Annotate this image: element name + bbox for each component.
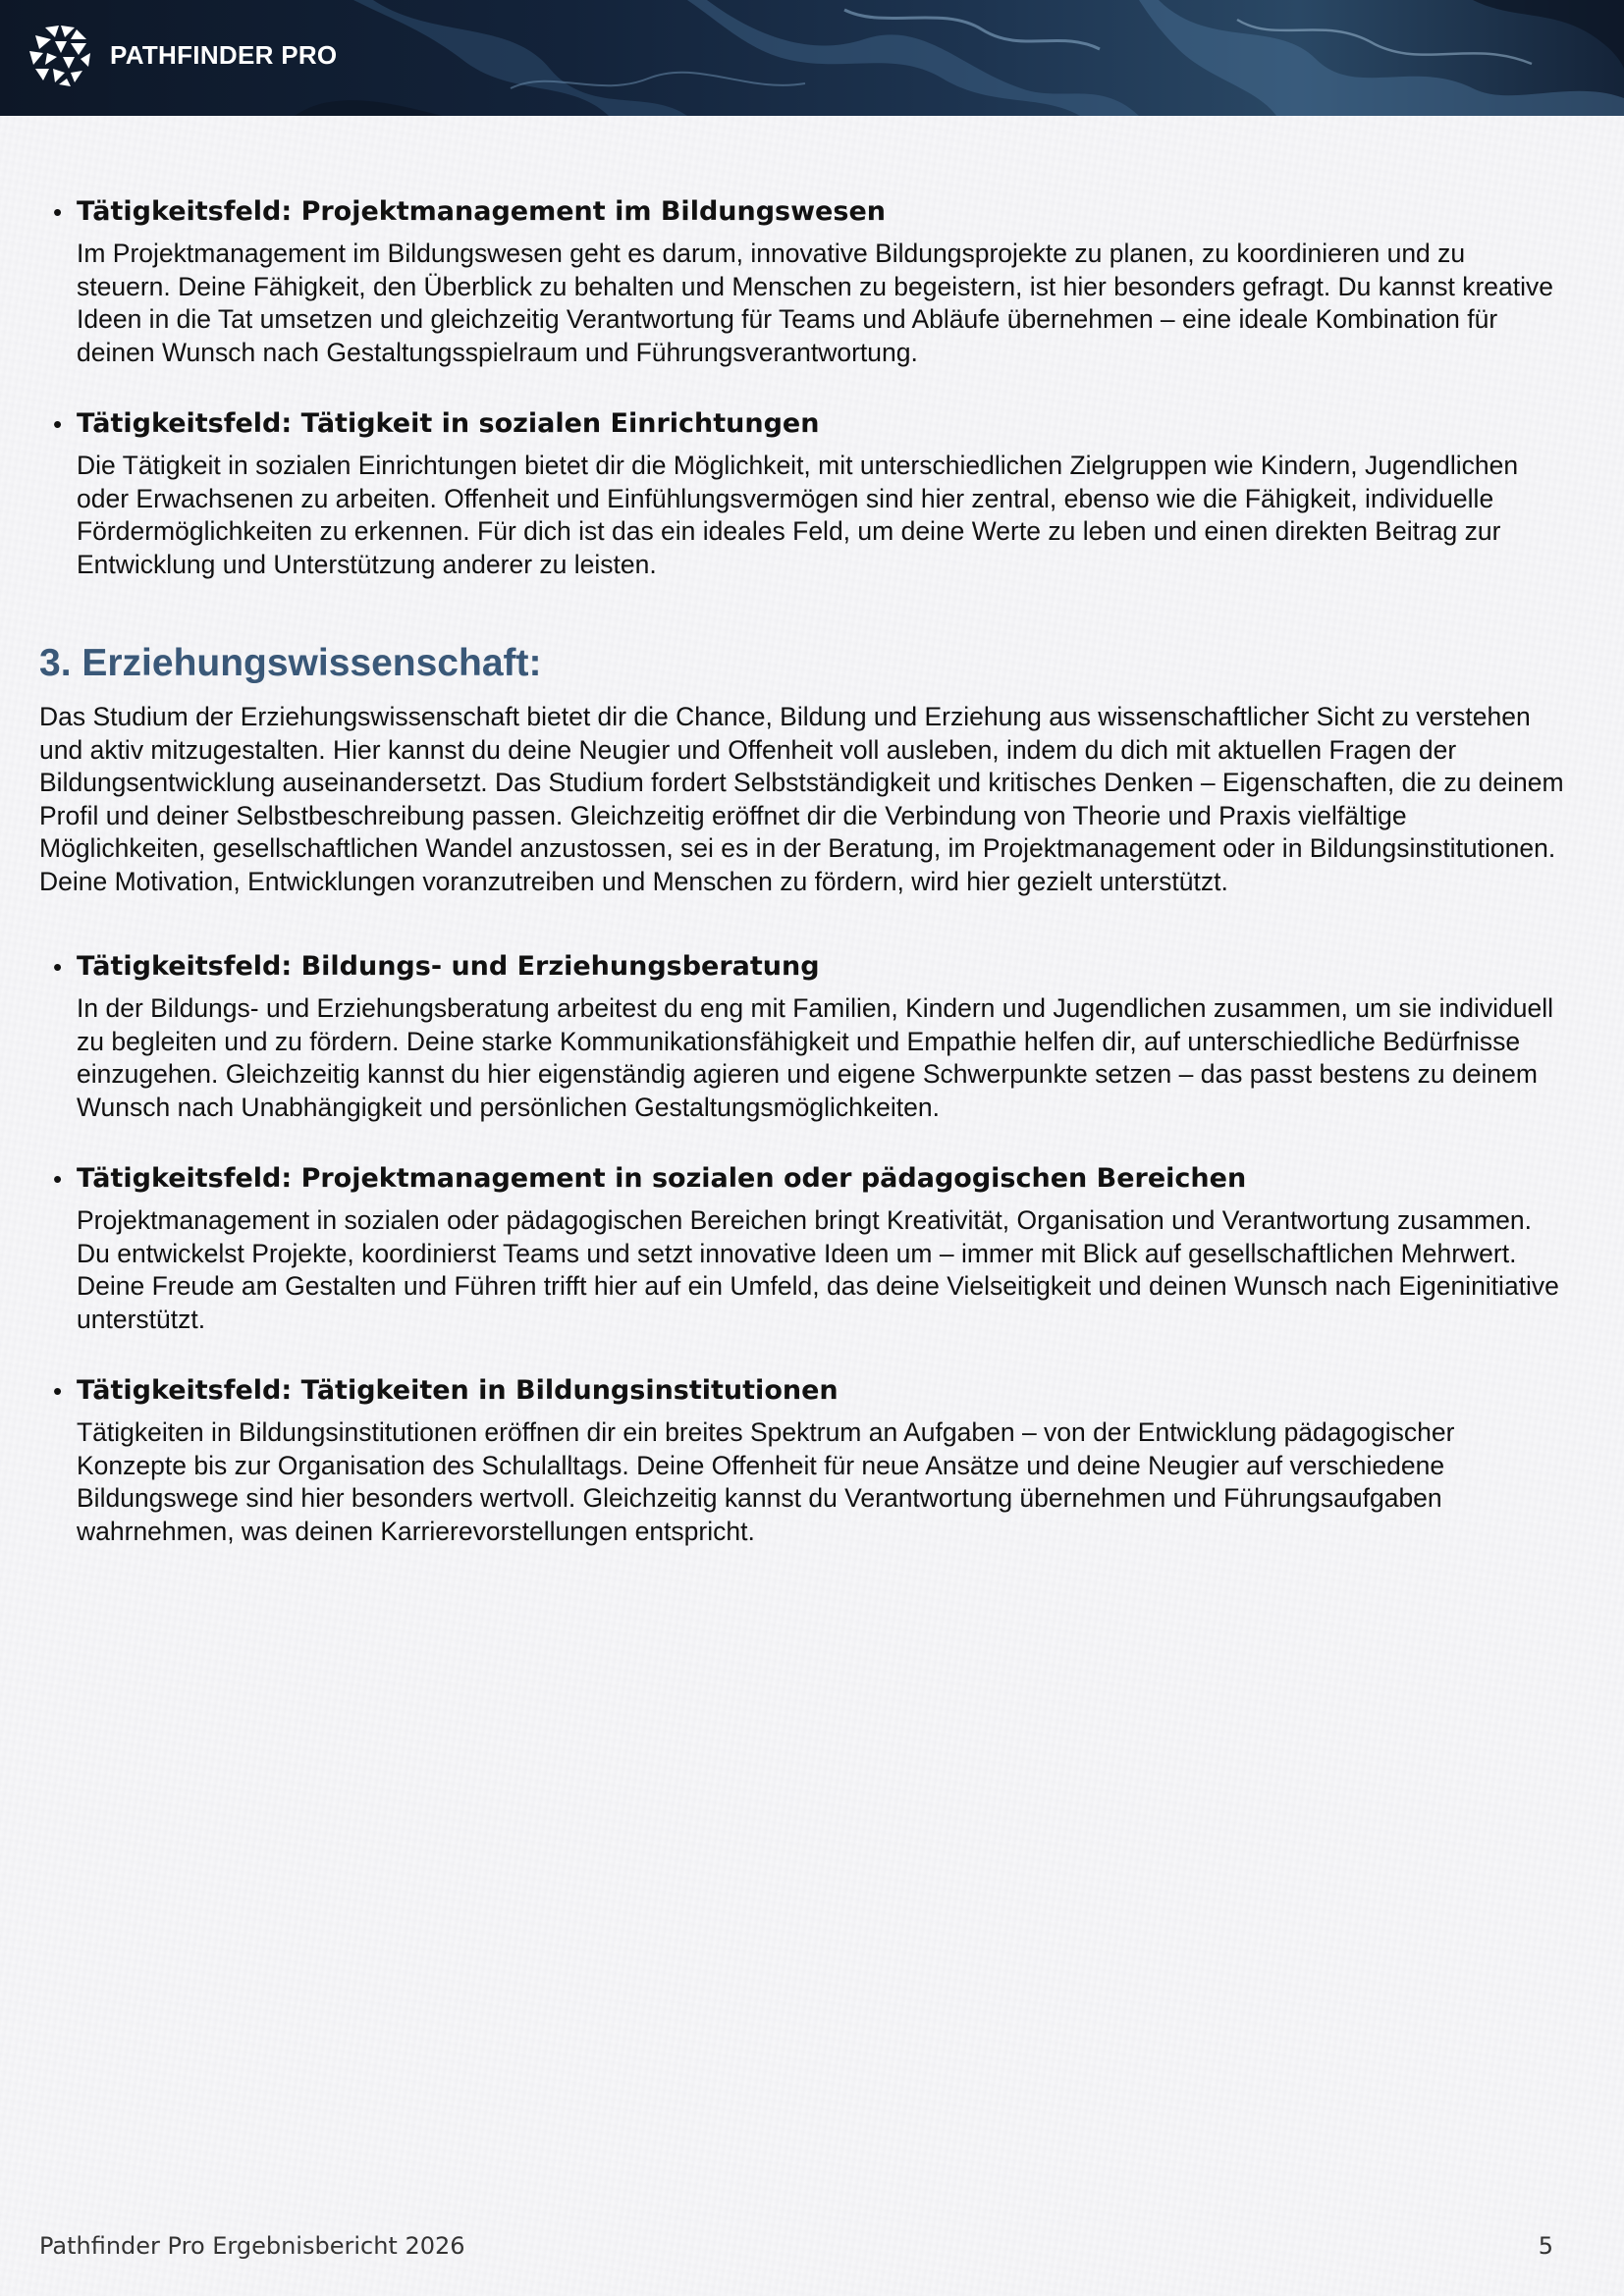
bullet-dot-icon: • — [53, 1164, 63, 1194]
bullet-dot-icon: • — [53, 1376, 63, 1406]
list-item — [39, 192, 1565, 369]
field-description: In der Bildungs- und Erziehungsberatung arbeitest du eng mit Familien, Kindern und Jugendlichen zusammen, um sie individuell zu begleiten und zu fördern. Deine starke Kommunikationsfähigkeit und Empathie helfen dir, auf unterschiedliche Bedürfnisse einzugehen. Gleichzeitig kannst du hier eigenständig agieren und eigene Schwerpunkte setzen – das passt bestens zu deinem Wunsch nach Unabhängigkeit und persönlichen Gestaltungsmöglichkeiten. — [77, 993, 1554, 1122]
bullet-dot-icon: • — [53, 197, 63, 227]
list-item — [39, 1159, 1565, 1336]
geodesic-sphere-logo-icon — [26, 24, 94, 88]
field-title: Tätigkeitsfeld: Tätigkeiten in Bildungsinstitutionen — [77, 1375, 839, 1406]
list-item — [39, 1371, 1565, 1548]
field-description: Projektmanagement in sozialen oder pädagogischen Bereichen bringt Kreativität, Organisation und Verantwortung zusammen. Du entwickelst Projekte, koordinierst Teams und setzt innovative Ideen um – immer mit Blick auf gesellschaftlichen Mehrwert. Deine Freude am Gestalten und Führen trifft hier auf ein Umfeld, das deine Vielseitigkeit und deinen Wunsch nach Eigeninitiative unterstützt. — [77, 1205, 1559, 1334]
report-content — [39, 192, 1565, 1583]
field-title: Tätigkeitsfeld: Projektmanagement in sozialen oder pädagogischen Bereichen — [77, 1163, 1247, 1194]
brand-name: PATHFINDER PRO — [110, 40, 338, 70]
bullet-dot-icon: • — [53, 409, 63, 439]
field-description: Im Projektmanagement im Bildungswesen geht es darum, innovative Bildungsprojekte zu planen, zu koordinieren und zu steuern. Deine Fähigkeit, den Überblick zu behalten und Menschen zu begeistern, ist hier besonders gefragt. Du kannst kreative Ideen in die Tat umsetzen und gleichzeitig Verantwortung für Teams und Abläufe übernehmen – eine ideale Kombination für deinen Wunsch nach Gestaltungsspielraum und Führungsverantwortung. — [77, 239, 1554, 367]
field-title: Tätigkeitsfeld: Bildungs- und Erziehungsberatung — [77, 951, 820, 982]
footer-report-title: Pathfinder Pro Ergebnisbericht 2026 — [39, 2232, 465, 2260]
field-description: Die Tätigkeit in sozialen Einrichtungen bietet dir die Möglichkeit, mit unterschiedlichen Zielgruppen wie Kindern, Jugendlichen oder Erwachsenen zu arbeiten. Offenheit und Einfühlungsvermögen sind hier zentral, ebenso wie die Fähigkeit, individuelle Fördermöglichkeiten zu erkennen. Für dich ist das ein ideales Feld, um deine Werte zu leben und einen direkten Beitrag zur Entwicklung und Unterstützung anderer zu leisten. — [77, 451, 1519, 579]
section-intro: Das Studium der Erziehungswissenschaft bietet dir die Chance, Bildung und Erziehung aus wissenschaftlicher Sicht zu verstehen und aktiv mitzugestalten. Hier kannst du deine Neugier und Offenheit voll ausleben, indem du dich mit aktuellen Fragen der Bildungsentwicklung auseinandersetzt. Das Studium fordert Selbstständigkeit und kritisches Denken – Eigenschaften, die zu deinem Profil und deiner Selbstbeschreibung passen. Gleichzeitig eröffnet dir die Verbindung von Theorie und Praxis vielfältige Möglichkeiten, gesellschaftlichen Wandel anzustossen, sei es in der Beratung, im Projektmanagement oder in Bildungsinstitutionen. Deine Motivation, Entwicklungen voranzutreiben und Menschen zu fördern, wird hier gezielt unterstützt. — [39, 702, 1564, 896]
list-item — [39, 947, 1565, 1124]
list-item — [39, 404, 1565, 581]
field-description: Tätigkeiten in Bildungsinstitutionen eröffnen dir ein breites Spektrum an Aufgaben – von der Entwicklung pädagogischer Konzepte bis zur Organisation des Schulalltags. Deine Offenheit für neue Ansätze und deine Neugier auf verschiedene Bildungswege sind hier besonders wertvoll. Gleichzeitig kannst du Verantwortung übernehmen und Führungsaufgaben wahrnehmen, was deinen Karrierevorstellungen entspricht. — [77, 1417, 1455, 1546]
field-title: Tätigkeitsfeld: Tätigkeit in sozialen Einrichtungen — [77, 408, 820, 439]
section-heading: 3. Erziehungswissenschaft: — [39, 642, 542, 684]
bullet-dot-icon: • — [53, 952, 63, 982]
field-title: Tätigkeitsfeld: Projektmanagement im Bildungswesen — [77, 196, 886, 227]
page-number: 5 — [1538, 2232, 1553, 2260]
header-banner — [0, 0, 1624, 116]
